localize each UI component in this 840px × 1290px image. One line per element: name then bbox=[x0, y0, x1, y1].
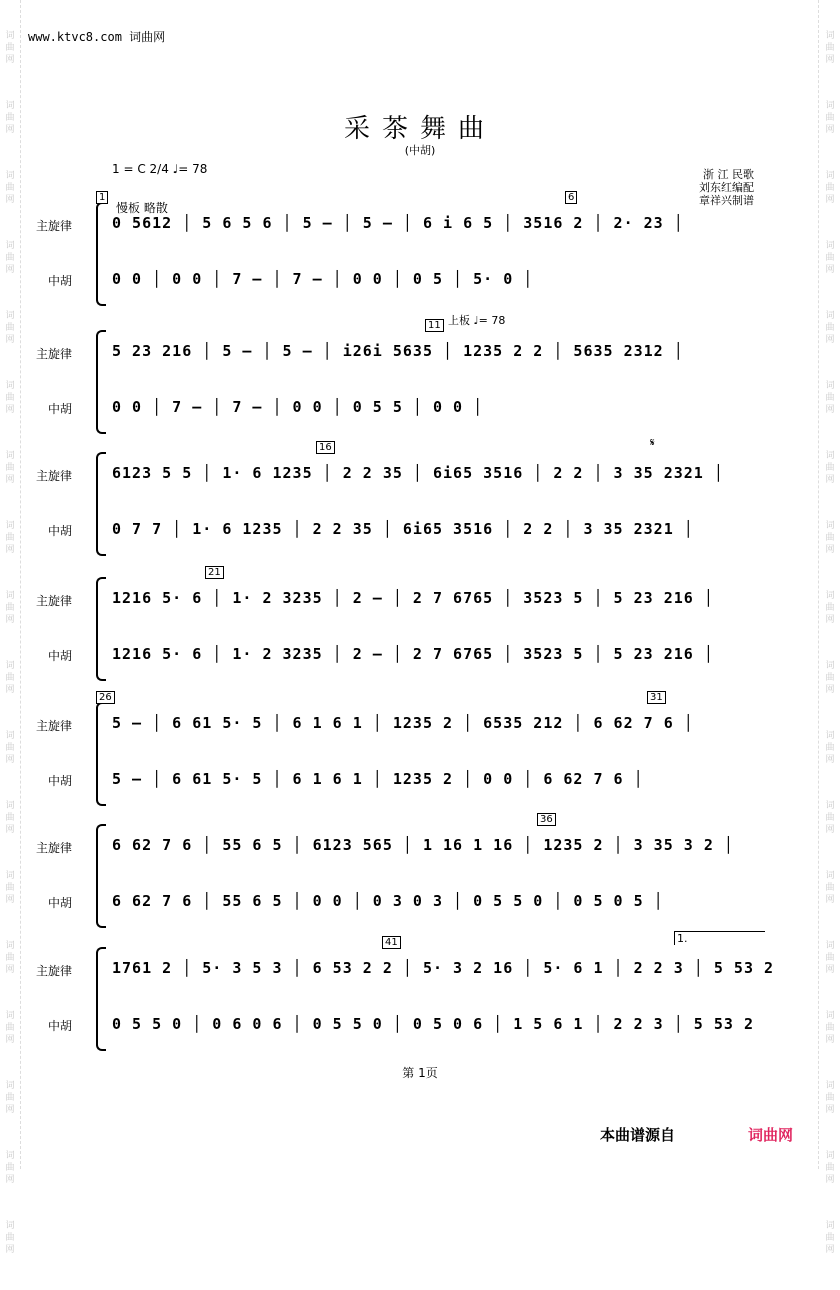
watermark-char: 网 bbox=[5, 615, 15, 625]
watermark-char: 网 bbox=[825, 405, 835, 415]
credits bbox=[699, 168, 754, 207]
credit-origin: 浙 江 民歌 bbox=[703, 168, 754, 181]
watermark-char: 曲 bbox=[5, 253, 15, 263]
watermark-char: 词 bbox=[825, 451, 835, 461]
watermark-char: 网 bbox=[5, 55, 15, 65]
zhonghu-staff: 6 62 7 6 │ 55 6 5 │ 0 0 │ 0 3 0 3 │ 0 5 5 0 │ 0 5 0 5 │ bbox=[112, 892, 664, 910]
watermark-char: 词 bbox=[5, 451, 15, 461]
watermark-char: 词 bbox=[825, 101, 835, 111]
part-label-melody: 主旋律 bbox=[35, 964, 72, 978]
watermark-char: 网 bbox=[5, 1035, 15, 1045]
watermark-char: 曲 bbox=[5, 603, 15, 613]
source-label: 本曲谱源自 bbox=[600, 1126, 676, 1144]
watermark-char: 词 bbox=[5, 871, 15, 881]
part-label-zhonghu: 中胡 bbox=[47, 402, 72, 416]
watermark-gap bbox=[823, 1116, 837, 1136]
watermark-char: 曲 bbox=[5, 953, 15, 963]
credit-arranger: 刘东红编配 bbox=[699, 181, 754, 194]
watermark-char: 词 bbox=[825, 1221, 835, 1231]
watermark-char: 曲 bbox=[5, 883, 15, 893]
watermark-char: 词 bbox=[825, 1011, 835, 1021]
watermark-char: 曲 bbox=[825, 463, 835, 473]
tempo-change: 上板 ♩= 78 bbox=[448, 314, 506, 327]
watermark-char: 曲 bbox=[5, 113, 15, 123]
watermark-char: 词 bbox=[825, 801, 835, 811]
watermark-char: 曲 bbox=[825, 673, 835, 683]
watermark-char: 网 bbox=[5, 755, 15, 765]
watermark-char: 曲 bbox=[825, 953, 835, 963]
watermark-char: 词 bbox=[5, 1081, 15, 1091]
watermark-char: 网 bbox=[825, 335, 835, 345]
watermark-char: 词 bbox=[5, 241, 15, 251]
watermark-char: 曲 bbox=[825, 183, 835, 193]
melody-staff: 0 5612 │ 5 6 5 6 │ 5 – │ 5 – │ 6 i 6 5 │ 3516 2 │ 2· 23 │ bbox=[112, 214, 684, 232]
watermark-char: 网 bbox=[5, 1175, 15, 1185]
watermark-char: 词 bbox=[5, 521, 15, 531]
watermark-char: 词 bbox=[825, 1151, 835, 1161]
watermark-char: 曲 bbox=[825, 1163, 835, 1173]
watermark-char: 词 bbox=[825, 31, 835, 41]
watermark-char: 词 bbox=[5, 381, 15, 391]
watermark-char: 网 bbox=[825, 965, 835, 975]
segno-sign: 𝄋 bbox=[650, 436, 655, 449]
watermark-char: 曲 bbox=[825, 1093, 835, 1103]
system-brace bbox=[96, 330, 106, 434]
part-label-melody: 主旋律 bbox=[35, 219, 72, 233]
part-label-melody: 主旋律 bbox=[35, 719, 72, 733]
zhonghu-staff: 0 7 7 │ 1· 6 1235 │ 2 2 35 │ 6i65 3516 │ 2 2 │ 3 35 2321 │ bbox=[112, 520, 694, 538]
watermark-char: 词 bbox=[825, 731, 835, 741]
measure-number: 1 bbox=[96, 191, 108, 204]
watermark-char: 网 bbox=[825, 195, 835, 205]
measure-number: 11 bbox=[425, 319, 444, 332]
watermark-char: 词 bbox=[5, 31, 15, 41]
watermark-char: 曲 bbox=[825, 43, 835, 53]
watermark-char: 网 bbox=[825, 1105, 835, 1115]
watermark-char: 词 bbox=[825, 521, 835, 531]
zhonghu-staff: 5 – │ 6 61 5· 5 │ 6 1 6 1 │ 1235 2 │ 0 0 │ 6 62 7 6 │ bbox=[112, 770, 644, 788]
watermark-char: 曲 bbox=[5, 1093, 15, 1103]
watermark-char: 曲 bbox=[825, 743, 835, 753]
watermark-gap bbox=[823, 906, 837, 926]
watermark-char: 网 bbox=[5, 405, 15, 415]
watermark-gap bbox=[823, 66, 837, 86]
brand-logo[interactable]: 词曲网 bbox=[748, 1126, 794, 1144]
part-label-melody: 主旋律 bbox=[35, 469, 72, 483]
watermark-gap bbox=[823, 556, 837, 576]
watermark-gap bbox=[823, 346, 837, 366]
watermark-gap bbox=[823, 486, 837, 506]
watermark-char: 曲 bbox=[825, 883, 835, 893]
watermark-char: 网 bbox=[5, 195, 15, 205]
watermark-char: 词 bbox=[825, 241, 835, 251]
volta-bracket: 1. bbox=[674, 931, 765, 945]
watermark-gap bbox=[823, 1046, 837, 1066]
system-brace bbox=[96, 452, 106, 556]
watermark-gap bbox=[3, 556, 17, 576]
watermark-gap bbox=[823, 276, 837, 296]
part-label-melody: 主旋律 bbox=[35, 347, 72, 361]
watermark-char: 曲 bbox=[825, 113, 835, 123]
watermark-char: 网 bbox=[825, 1245, 835, 1255]
part-label-zhonghu: 中胡 bbox=[47, 896, 72, 910]
watermark-gap bbox=[3, 626, 17, 646]
watermark-char: 网 bbox=[5, 265, 15, 275]
watermark-char: 词 bbox=[5, 801, 15, 811]
page-number: 第 1页 bbox=[402, 1066, 438, 1080]
watermark-char: 网 bbox=[5, 965, 15, 975]
watermark-char: 网 bbox=[5, 475, 15, 485]
watermark-char: 曲 bbox=[5, 533, 15, 543]
watermark-char: 词 bbox=[5, 731, 15, 741]
melody-staff: 1761 2 │ 5· 3 5 3 │ 6 53 2 2 │ 5· 3 2 16 │ 5· 6 1 │ 2 2 3 │ 5 53 2 bbox=[112, 959, 775, 977]
watermark-char: 曲 bbox=[5, 1023, 15, 1033]
watermark-char: 词 bbox=[5, 311, 15, 321]
key-signature: 1 = C 2/4 ♩= 78 bbox=[112, 162, 208, 176]
part-label-zhonghu: 中胡 bbox=[47, 274, 72, 288]
watermark-char: 词 bbox=[825, 871, 835, 881]
system-brace bbox=[96, 577, 106, 681]
watermark-char: 曲 bbox=[825, 533, 835, 543]
right-margin-line bbox=[818, 0, 819, 1169]
melody-staff: 5 23 216 │ 5 – │ 5 – │ i26i 5635 │ 1235 2 2 │ 5635 2312 │ bbox=[112, 342, 684, 360]
zhonghu-staff: 1216 5· 6 │ 1· 2 3235 │ 2 – │ 2 7 6765 │ 3523 5 │ 5 23 216 │ bbox=[112, 645, 714, 663]
watermark-gap bbox=[3, 1186, 17, 1206]
watermark-char: 曲 bbox=[5, 183, 15, 193]
zhonghu-staff: 0 0 │ 0 0 │ 7 – │ 7 – │ 0 0 │ 0 5 │ 5· 0 │ bbox=[112, 270, 534, 288]
zhonghu-staff: 0 0 │ 7 – │ 7 – │ 0 0 │ 0 5 5 │ 0 0 │ bbox=[112, 398, 484, 416]
watermark-char: 词 bbox=[825, 381, 835, 391]
watermark-gap bbox=[3, 66, 17, 86]
watermark-char: 曲 bbox=[825, 323, 835, 333]
watermark-char: 曲 bbox=[5, 323, 15, 333]
part-label-melody: 主旋律 bbox=[35, 594, 72, 608]
watermark-char: 曲 bbox=[5, 813, 15, 823]
watermark-char: 词 bbox=[5, 661, 15, 671]
melody-staff: 6123 5 5 │ 1· 6 1235 │ 2 2 35 │ 6i65 3516 │ 2 2 │ 3 35 2321 │ bbox=[112, 464, 724, 482]
watermark-gap bbox=[3, 416, 17, 436]
score-subtitle: (中胡) bbox=[404, 144, 436, 157]
watermark-char: 曲 bbox=[825, 253, 835, 263]
watermark-char: 网 bbox=[825, 545, 835, 555]
part-label-zhonghu: 中胡 bbox=[47, 774, 72, 788]
watermark-gap bbox=[3, 1116, 17, 1136]
system-brace bbox=[96, 702, 106, 806]
watermark-char: 词 bbox=[825, 591, 835, 601]
watermark-gap bbox=[823, 766, 837, 786]
watermark-char: 网 bbox=[825, 895, 835, 905]
watermark-char: 曲 bbox=[5, 393, 15, 403]
watermark-gap bbox=[823, 416, 837, 436]
credit-transcriber: 章祥兴制谱 bbox=[699, 194, 754, 207]
melody-staff: 5 – │ 6 61 5· 5 │ 6 1 6 1 │ 1235 2 │ 6535 212 │ 6 62 7 6 │ bbox=[112, 714, 694, 732]
watermark-char: 曲 bbox=[5, 743, 15, 753]
watermark-gap bbox=[3, 486, 17, 506]
watermark-char: 词 bbox=[825, 661, 835, 671]
right-watermark bbox=[823, 30, 837, 1290]
tempo-start: 慢板 略散 bbox=[116, 201, 168, 215]
watermark-char: 曲 bbox=[825, 603, 835, 613]
watermark-char: 网 bbox=[5, 895, 15, 905]
measure-number: 31 bbox=[647, 691, 666, 704]
watermark-char: 网 bbox=[825, 125, 835, 135]
score-title: 采茶舞曲 bbox=[343, 114, 496, 144]
watermark-char: 网 bbox=[825, 475, 835, 485]
watermark-gap bbox=[3, 1256, 17, 1276]
watermark-gap bbox=[3, 696, 17, 716]
watermark-char: 曲 bbox=[5, 673, 15, 683]
watermark-char: 词 bbox=[825, 941, 835, 951]
watermark-char: 词 bbox=[5, 171, 15, 181]
watermark-char: 曲 bbox=[825, 813, 835, 823]
part-label-melody: 主旋律 bbox=[35, 841, 72, 855]
watermark-char: 词 bbox=[5, 941, 15, 951]
watermark-gap bbox=[823, 836, 837, 856]
watermark-char: 曲 bbox=[5, 463, 15, 473]
watermark-gap bbox=[823, 206, 837, 226]
watermark-char: 词 bbox=[5, 591, 15, 601]
watermark-char: 曲 bbox=[825, 393, 835, 403]
watermark-char: 网 bbox=[825, 55, 835, 65]
melody-staff: 1216 5· 6 │ 1· 2 3235 │ 2 – │ 2 7 6765 │ 3523 5 │ 5 23 216 │ bbox=[112, 589, 714, 607]
watermark-char: 网 bbox=[825, 685, 835, 695]
measure-number: 26 bbox=[96, 691, 115, 704]
watermark-char: 网 bbox=[825, 265, 835, 275]
part-label-zhonghu: 中胡 bbox=[47, 1019, 72, 1033]
site-watermark: www.ktvc8.com 词曲网 bbox=[28, 30, 166, 44]
system-brace bbox=[96, 202, 106, 306]
watermark-char: 网 bbox=[5, 1245, 15, 1255]
part-label-zhonghu: 中胡 bbox=[47, 524, 72, 538]
measure-number: 36 bbox=[537, 813, 556, 826]
watermark-gap bbox=[823, 1256, 837, 1276]
measure-number: 6 bbox=[565, 191, 577, 204]
watermark-char: 网 bbox=[825, 1035, 835, 1045]
watermark-gap bbox=[823, 976, 837, 996]
watermark-char: 网 bbox=[825, 615, 835, 625]
system-brace bbox=[96, 947, 106, 1051]
watermark-char: 网 bbox=[825, 755, 835, 765]
watermark-char: 网 bbox=[5, 545, 15, 555]
system-brace bbox=[96, 824, 106, 928]
measure-number: 21 bbox=[205, 566, 224, 579]
watermark-char: 网 bbox=[5, 825, 15, 835]
part-label-zhonghu: 中胡 bbox=[47, 649, 72, 663]
watermark-char: 词 bbox=[5, 1151, 15, 1161]
zhonghu-staff: 0 5 5 0 │ 0 6 0 6 │ 0 5 5 0 │ 0 5 0 6 │ 1 5 6 1 │ 2 2 3 │ 5 53 2 bbox=[112, 1015, 754, 1033]
melody-staff: 6 62 7 6 │ 55 6 5 │ 6123 565 │ 1 16 1 16 │ 1235 2 │ 3 35 3 2 │ bbox=[112, 836, 734, 854]
watermark-gap bbox=[3, 976, 17, 996]
watermark-char: 曲 bbox=[5, 1233, 15, 1243]
watermark-gap bbox=[3, 1046, 17, 1066]
watermark-char: 网 bbox=[5, 125, 15, 135]
watermark-char: 网 bbox=[825, 1175, 835, 1185]
watermark-char: 网 bbox=[5, 1105, 15, 1115]
watermark-char: 曲 bbox=[825, 1023, 835, 1033]
watermark-char: 词 bbox=[825, 171, 835, 181]
measure-number: 16 bbox=[316, 441, 335, 454]
watermark-char: 词 bbox=[5, 101, 15, 111]
watermark-char: 词 bbox=[5, 1011, 15, 1021]
watermark-char: 曲 bbox=[825, 1233, 835, 1243]
watermark-gap bbox=[823, 696, 837, 716]
left-margin-line bbox=[20, 0, 21, 1169]
watermark-char: 网 bbox=[5, 335, 15, 345]
watermark-char: 网 bbox=[5, 685, 15, 695]
watermark-char: 网 bbox=[825, 825, 835, 835]
watermark-char: 词 bbox=[825, 311, 835, 321]
watermark-gap bbox=[823, 626, 837, 646]
watermark-char: 曲 bbox=[5, 1163, 15, 1173]
watermark-gap bbox=[823, 1186, 837, 1206]
watermark-char: 曲 bbox=[5, 43, 15, 53]
watermark-char: 词 bbox=[825, 1081, 835, 1091]
watermark-char: 词 bbox=[5, 1221, 15, 1231]
measure-number: 41 bbox=[382, 936, 401, 949]
